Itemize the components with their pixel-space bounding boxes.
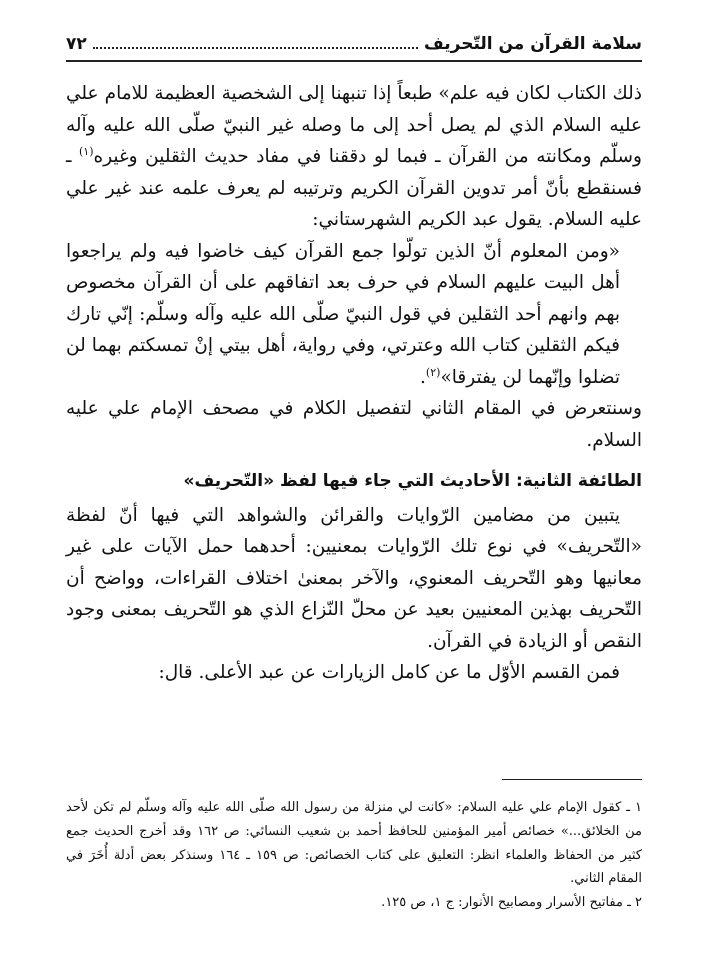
body-paragraph: يتبين من مضامين الرّوايات والقرائن والشواهد التي فيها أنّ لفظة «التّحريف» في نوع تلك الرّوايات بمعنيين: أحدهما حمل الآيات على غير معانيها وهو التّحريف المعنوي، والآخر بمعنىٰ اختلاف القراءات، وواضح أن التّحريف بهذين المعنيين بعيد عن محلّ النّزاع الذي هو التّحريف بمعنى وجود النقص أو الزيادة في القرآن. bbox=[66, 504, 642, 652]
footnote: ٢ ـ مفاتيح الأسرار ومصابيح الأنوار: ج ١، ص ١٢٥. bbox=[381, 895, 642, 911]
block-quote bbox=[66, 236, 620, 394]
page-number: ٧٢ bbox=[66, 34, 87, 54]
paragraph-text: ذلك الكتاب لكان فيه علم» طبعاً إذا تنبهنا إلى الشخصية العظيمة للامام علي عليه السلام الذي لم يصل أحد إلى ما وصله غير النبيّ صلّى الله عليه وآله وسلّم ومكانته من القرآن ـ فبما لو دققنا في مفاد حديث الثقلين وغيره bbox=[66, 83, 642, 167]
header-rule bbox=[66, 60, 642, 62]
quote-text: «ومن المعلوم أنّ الذين تولّوا جمع القرآن كيف خاضوا فيه ولم يراجعوا أهل البيت عليهم السلام في حرف بعد اتفاقهم على أن القرآن مخصوص بهم وانهم أحد الثقلين في قول النبيّ صلّى الله عليه وآله وسلّم: إنّي تارك فيكم الثقلين كتاب الله وعترتي، وفي رواية، أهل بيتي إنْ تمسكتم بهما لن تضلوا وإنّهما لن يفترقا» bbox=[66, 240, 620, 388]
section-heading: الطائفة الثانية: الأحاديث التي جاء فيها لفظ «التّحريف» bbox=[183, 471, 642, 491]
footnote-separator bbox=[502, 779, 642, 780]
body-paragraph: وسنتعرض في المقام الثاني لتفصيل الكلام في مصحف الإمام علي عليه السلام. bbox=[66, 398, 642, 451]
body-paragraph bbox=[66, 78, 642, 236]
running-header bbox=[66, 30, 642, 54]
footnotes bbox=[66, 796, 642, 915]
paragraph-text-continued: ـ فسنقطع بأنّ أمر تدوين القرآن الكريم وترتيبه لم يعرف علمه عند غير علي عليه السلام. يقول عبد الكريم الشهرستاني: bbox=[66, 146, 642, 230]
running-title: سلامة القرآن من التّحريف bbox=[423, 34, 642, 54]
footnote-ref-2: (٢) bbox=[425, 365, 441, 379]
footnote: ١ ـ كقول الإمام علي عليه السلام: «كانت لي منزلة من رسول الله صلّى الله عليه وآله وسلّم لم تكن لأحد من الخلائق...» خصائص أمير المؤمنين للحافظ أحمد بن شعيب النسائي: ص ١٦٢ وقد أخرج الحديث جمع كثير من الحفاظ والعلماء انظر: التعليق على كتاب الخصائص: ص ١٥٩ ـ ١٦٤ وسنذكر بعض أدلة أُخَرَ في المقام الثاني. bbox=[66, 800, 642, 887]
body-paragraph: فمن القسم الأوّل ما عن كامل الزيارات عن عبد الأعلى. قال: bbox=[158, 662, 620, 683]
header-dot-leader bbox=[93, 47, 418, 49]
footnote-ref-1: (١) bbox=[78, 144, 94, 158]
main-text bbox=[66, 78, 642, 689]
quote-end: . bbox=[420, 366, 426, 388]
